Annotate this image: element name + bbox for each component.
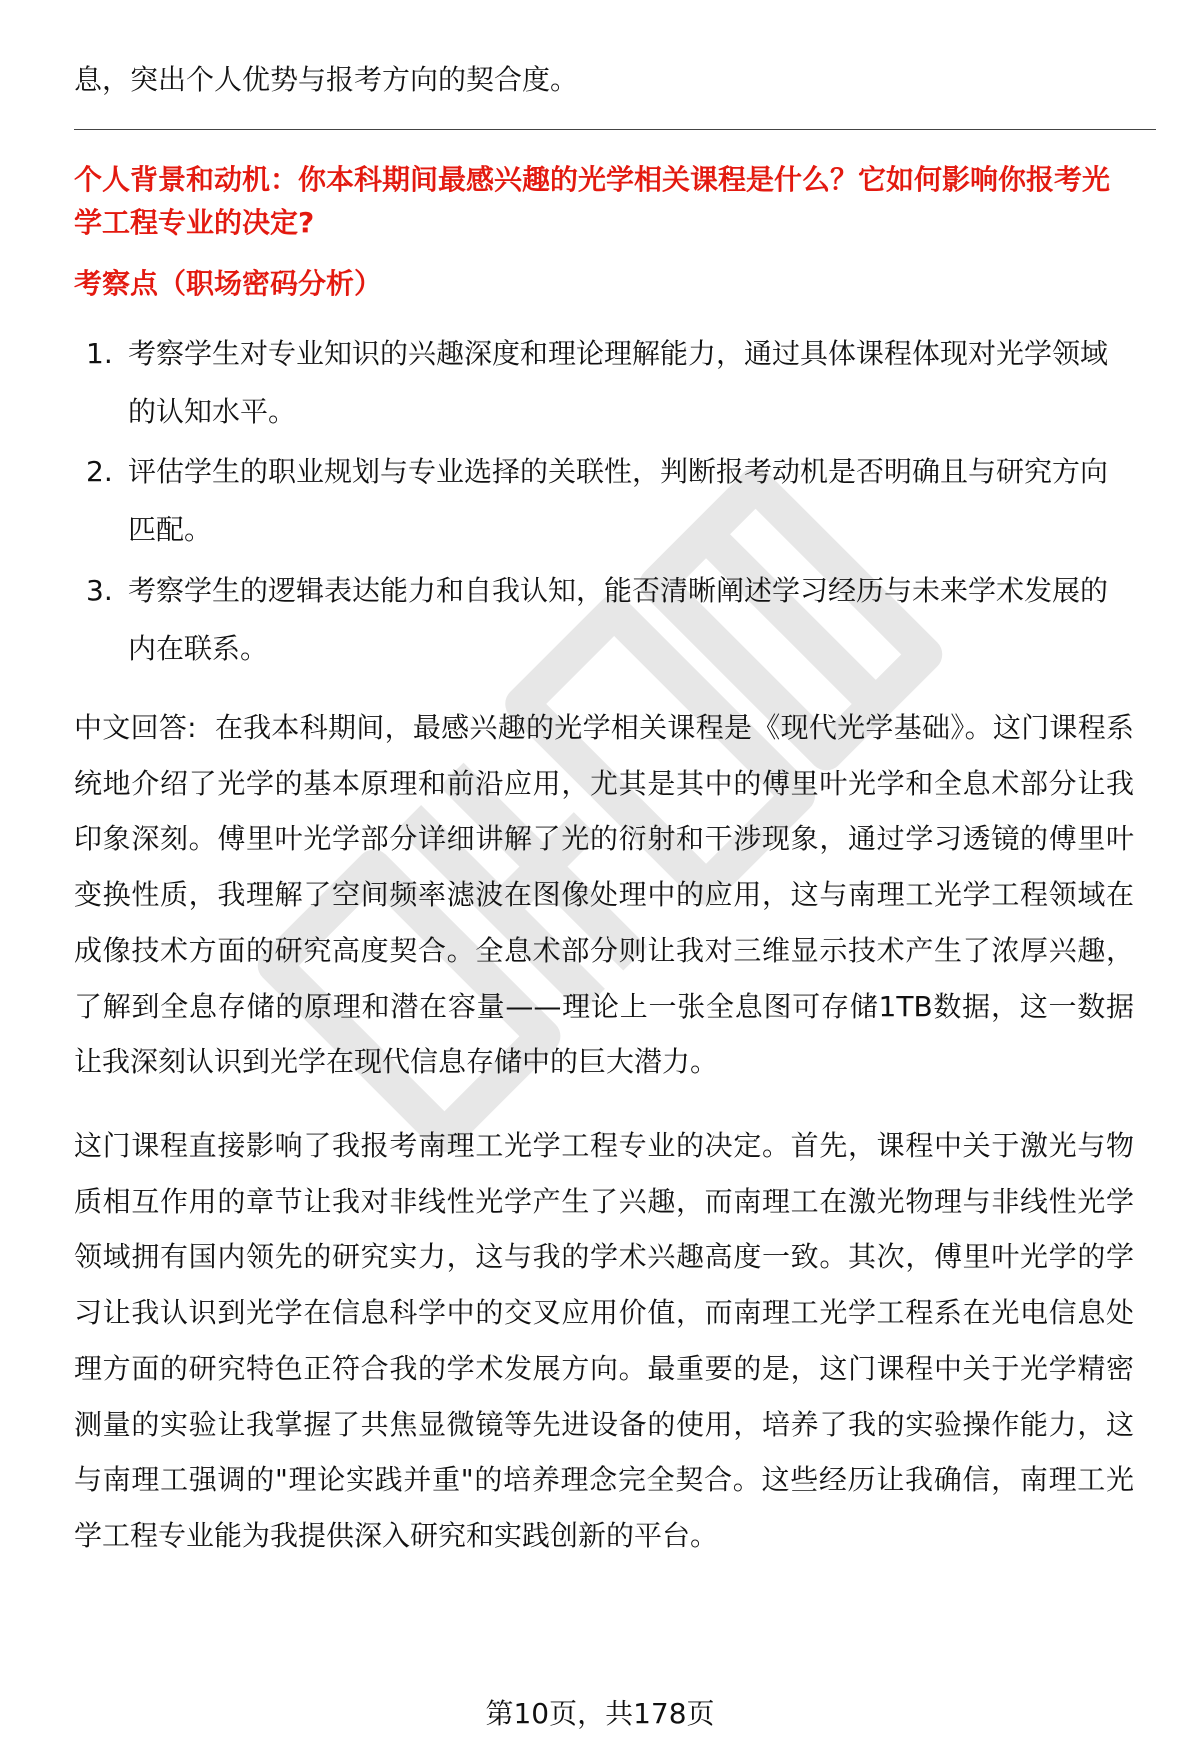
- question-heading: 个人背景和动机：你本科期间最感兴趣的光学相关课程是什么？它如何影响你报考光学工程专业的决定?: [74, 162, 1111, 240]
- answer-paragraph-2: 这门课程直接影响了我报考南理工光学工程专业的决定。首先，课程中关于激光与物质相互作用的章节让我对非线性光学产生了兴趣，而南理工在激光物理与非线性光学领域拥有国内领先的研究实力，这与我的学术兴趣高度一致。其次，傅里叶光学的学习让我认识到光学在信息科学中的交叉应用价值，而南理工光学工程系在光电信息处理方面的研究特色正符合我的学术发展方向。最重要的是，这门课程中关于光学精密测量的实验让我掌握了共焦显微镜等先进设备的使用，培养了我的实验操作能力，这与南理工强调的"理论实践并重"的培养理念完全契合。这些经历让我确信，南理工光学工程专业能为我提供深入研究和实践创新的平台。: [74, 1129, 1134, 1553]
- page-content: [74, 58, 1134, 1592]
- list-item-text: 考察学生对专业知识的兴趣深度和理论理解能力，通过具体课程体现对光学领域的认知水平。: [128, 336, 1109, 428]
- list-item-number: 1.: [86, 336, 113, 370]
- analysis-points-list: [74, 325, 1134, 678]
- list-item-number: 2.: [86, 455, 113, 489]
- analysis-heading: 考察点（职场密码分析）: [74, 266, 383, 300]
- list-item: [74, 443, 1134, 559]
- list-item: [74, 562, 1134, 678]
- list-item-number: 3.: [86, 573, 113, 607]
- list-item-text: 评估学生的职业规划与专业选择的关联性，判断报考动机是否明确且与研究方向匹配。: [128, 455, 1109, 547]
- answer-label: 中文回答:: [74, 710, 197, 744]
- answer-paragraph-1: [74, 700, 1134, 1090]
- page-number-footer: 第10页，共178页: [485, 1697, 715, 1730]
- section-divider: [74, 129, 1156, 130]
- list-item-text: 考察学生的逻辑表达能力和自我认知，能否清晰阐述学习经历与未来学术发展的内在联系。: [128, 573, 1109, 665]
- answer-paragraph-1-text: 在我本科期间，最感兴趣的光学相关课程是《现代光学基础》。这门课程系统地介绍了光学的基本原理和前沿应用，尤其是其中的傅里叶光学和全息术部分让我印象深刻。傅里叶光学部分详细讲解了光的衍射和干涉现象，通过学习透镜的傅里叶变换性质，我理解了空间频率滤波在图像处理中的应用，这与南理工光学工程领域在成像技术方面的研究高度契合。全息术部分则让我对三维显示技术产生了浓厚兴趣，了解到全息存储的原理和潜在容量——理论上一张全息图可存储1TB数据，这一数据让我深刻认识到光学在现代信息存储中的巨大潜力。: [74, 710, 1134, 1079]
- continued-text-line: 息，突出个人优势与报考方向的契合度。: [74, 63, 579, 96]
- list-item: [74, 325, 1134, 441]
